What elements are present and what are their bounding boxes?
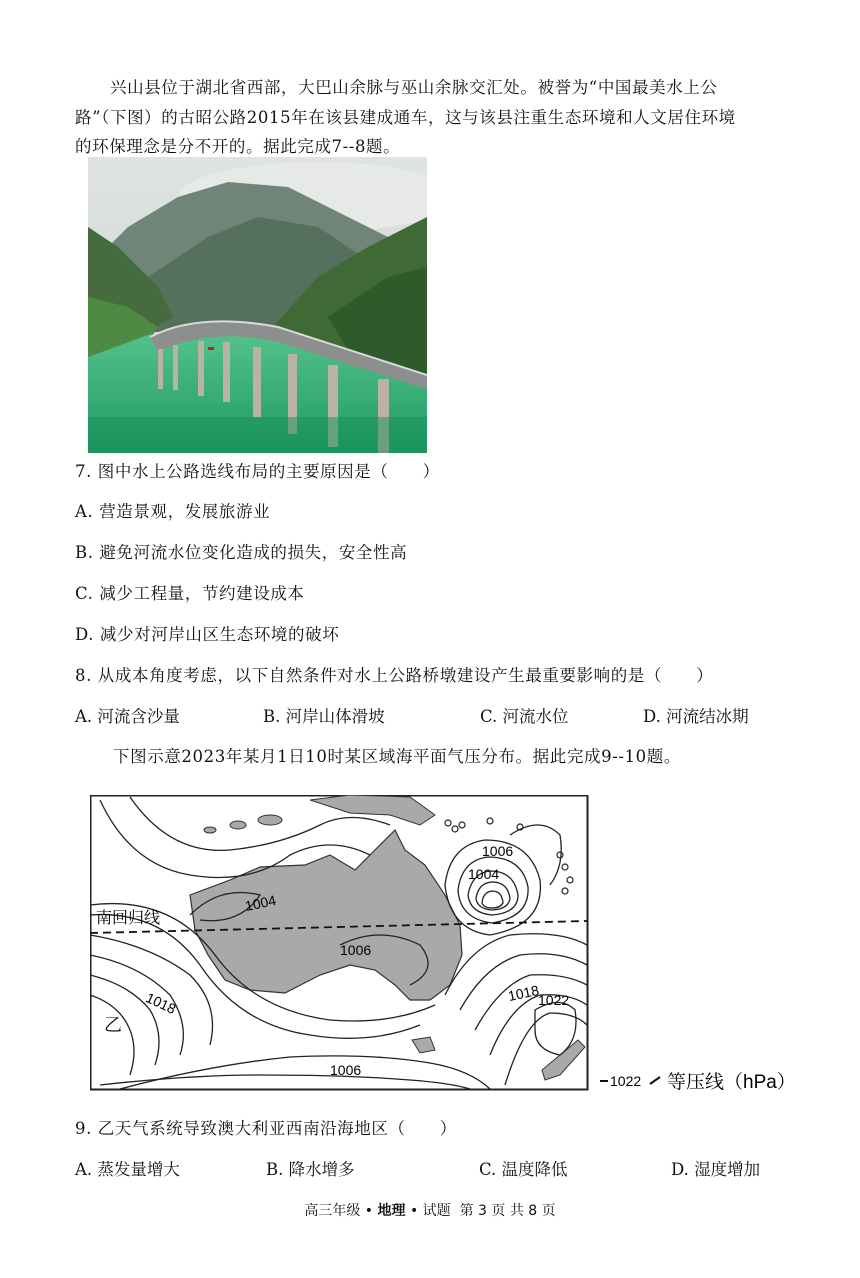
q9-option-c[interactable]: C. 温度降低 bbox=[479, 1160, 568, 1179]
q7-option-b[interactable]: B. 避免河流水位变化造成的损失，安全性高 bbox=[75, 543, 408, 562]
yi-label: 乙 bbox=[104, 1015, 122, 1035]
isobar-label-1004-east: 1004 bbox=[468, 866, 500, 882]
q8-option-a[interactable]: A. 河流含沙量 bbox=[75, 707, 180, 726]
intro-line-2: 路”（下图）的古昭公路2015年在该县建成通车，这与该县注重生态环境和人文居住环境 bbox=[75, 108, 736, 127]
isobar-label-1004-west: 1004 bbox=[243, 891, 278, 915]
legend-value: 1022 bbox=[610, 1073, 642, 1089]
q7-option-d[interactable]: D. 减少对河岸山区生态环境的破坏 bbox=[75, 625, 340, 644]
q9-option-a[interactable]: A. 蒸发量增大 bbox=[75, 1160, 180, 1179]
isobar-label-1006-east: 1006 bbox=[482, 843, 514, 859]
q9-option-b[interactable]: B. 降水增多 bbox=[266, 1160, 355, 1179]
isobar-map bbox=[90, 795, 810, 1093]
isobar-label-1018-west: 1018 bbox=[143, 989, 179, 1017]
footer-grade: 高三年级 bbox=[304, 1203, 361, 1219]
footer-kind: 试题 bbox=[422, 1203, 451, 1219]
q9-option-d[interactable]: D. 湿度增加 bbox=[671, 1160, 761, 1179]
q9-stem: 9. 乙天气系统导致澳大利亚西南沿海地区（ ） bbox=[75, 1119, 457, 1138]
isobar-label-1006-center: 1006 bbox=[340, 942, 372, 958]
footer-subject: 地理 bbox=[377, 1203, 406, 1219]
q7-stem: 7. 图中水上公路选线布局的主要原因是（ ） bbox=[75, 462, 440, 481]
isobar-label-1018-east: 1018 bbox=[506, 981, 541, 1005]
intro-line-3: 的环保理念是分不开的。据此完成7--8题。 bbox=[75, 137, 401, 156]
water-highway-photo bbox=[88, 157, 427, 453]
legend-text: 等压线（hPa） bbox=[667, 1072, 796, 1093]
q8-option-b[interactable]: B. 河岸山体滑坡 bbox=[263, 707, 385, 726]
intro2: 下图示意2023年某月1日10时某区域海平面气压分布。据此完成9--10题。 bbox=[113, 747, 681, 766]
q7-option-a[interactable]: A. 营造景观，发展旅游业 bbox=[75, 502, 271, 521]
page-footer: 高三年级 • 地理 • 试题 第 3 页 共 8 页 bbox=[304, 1203, 556, 1219]
q8-stem: 8. 从成本角度考虑，以下自然条件对水上公路桥墩建设产生最重要影响的是（ ） bbox=[75, 666, 714, 685]
isobar-label-1022: 1022 bbox=[538, 992, 570, 1008]
q8-option-d[interactable]: D. 河流结冰期 bbox=[643, 707, 749, 726]
intro-line-1: 兴山县位于湖北省西部，大巴山余脉与巫山余脉交汇处。被誉为“中国最美水上公 bbox=[110, 78, 718, 97]
tropic-label: 南回归线 bbox=[96, 910, 161, 927]
isobar-label-1006-south: 1006 bbox=[330, 1062, 362, 1078]
q8-option-c[interactable]: C. 河流水位 bbox=[480, 707, 569, 726]
q7-option-c[interactable]: C. 减少工程量，节约建设成本 bbox=[75, 584, 305, 603]
footer-page: 第 3 页 共 8 页 bbox=[459, 1203, 556, 1219]
